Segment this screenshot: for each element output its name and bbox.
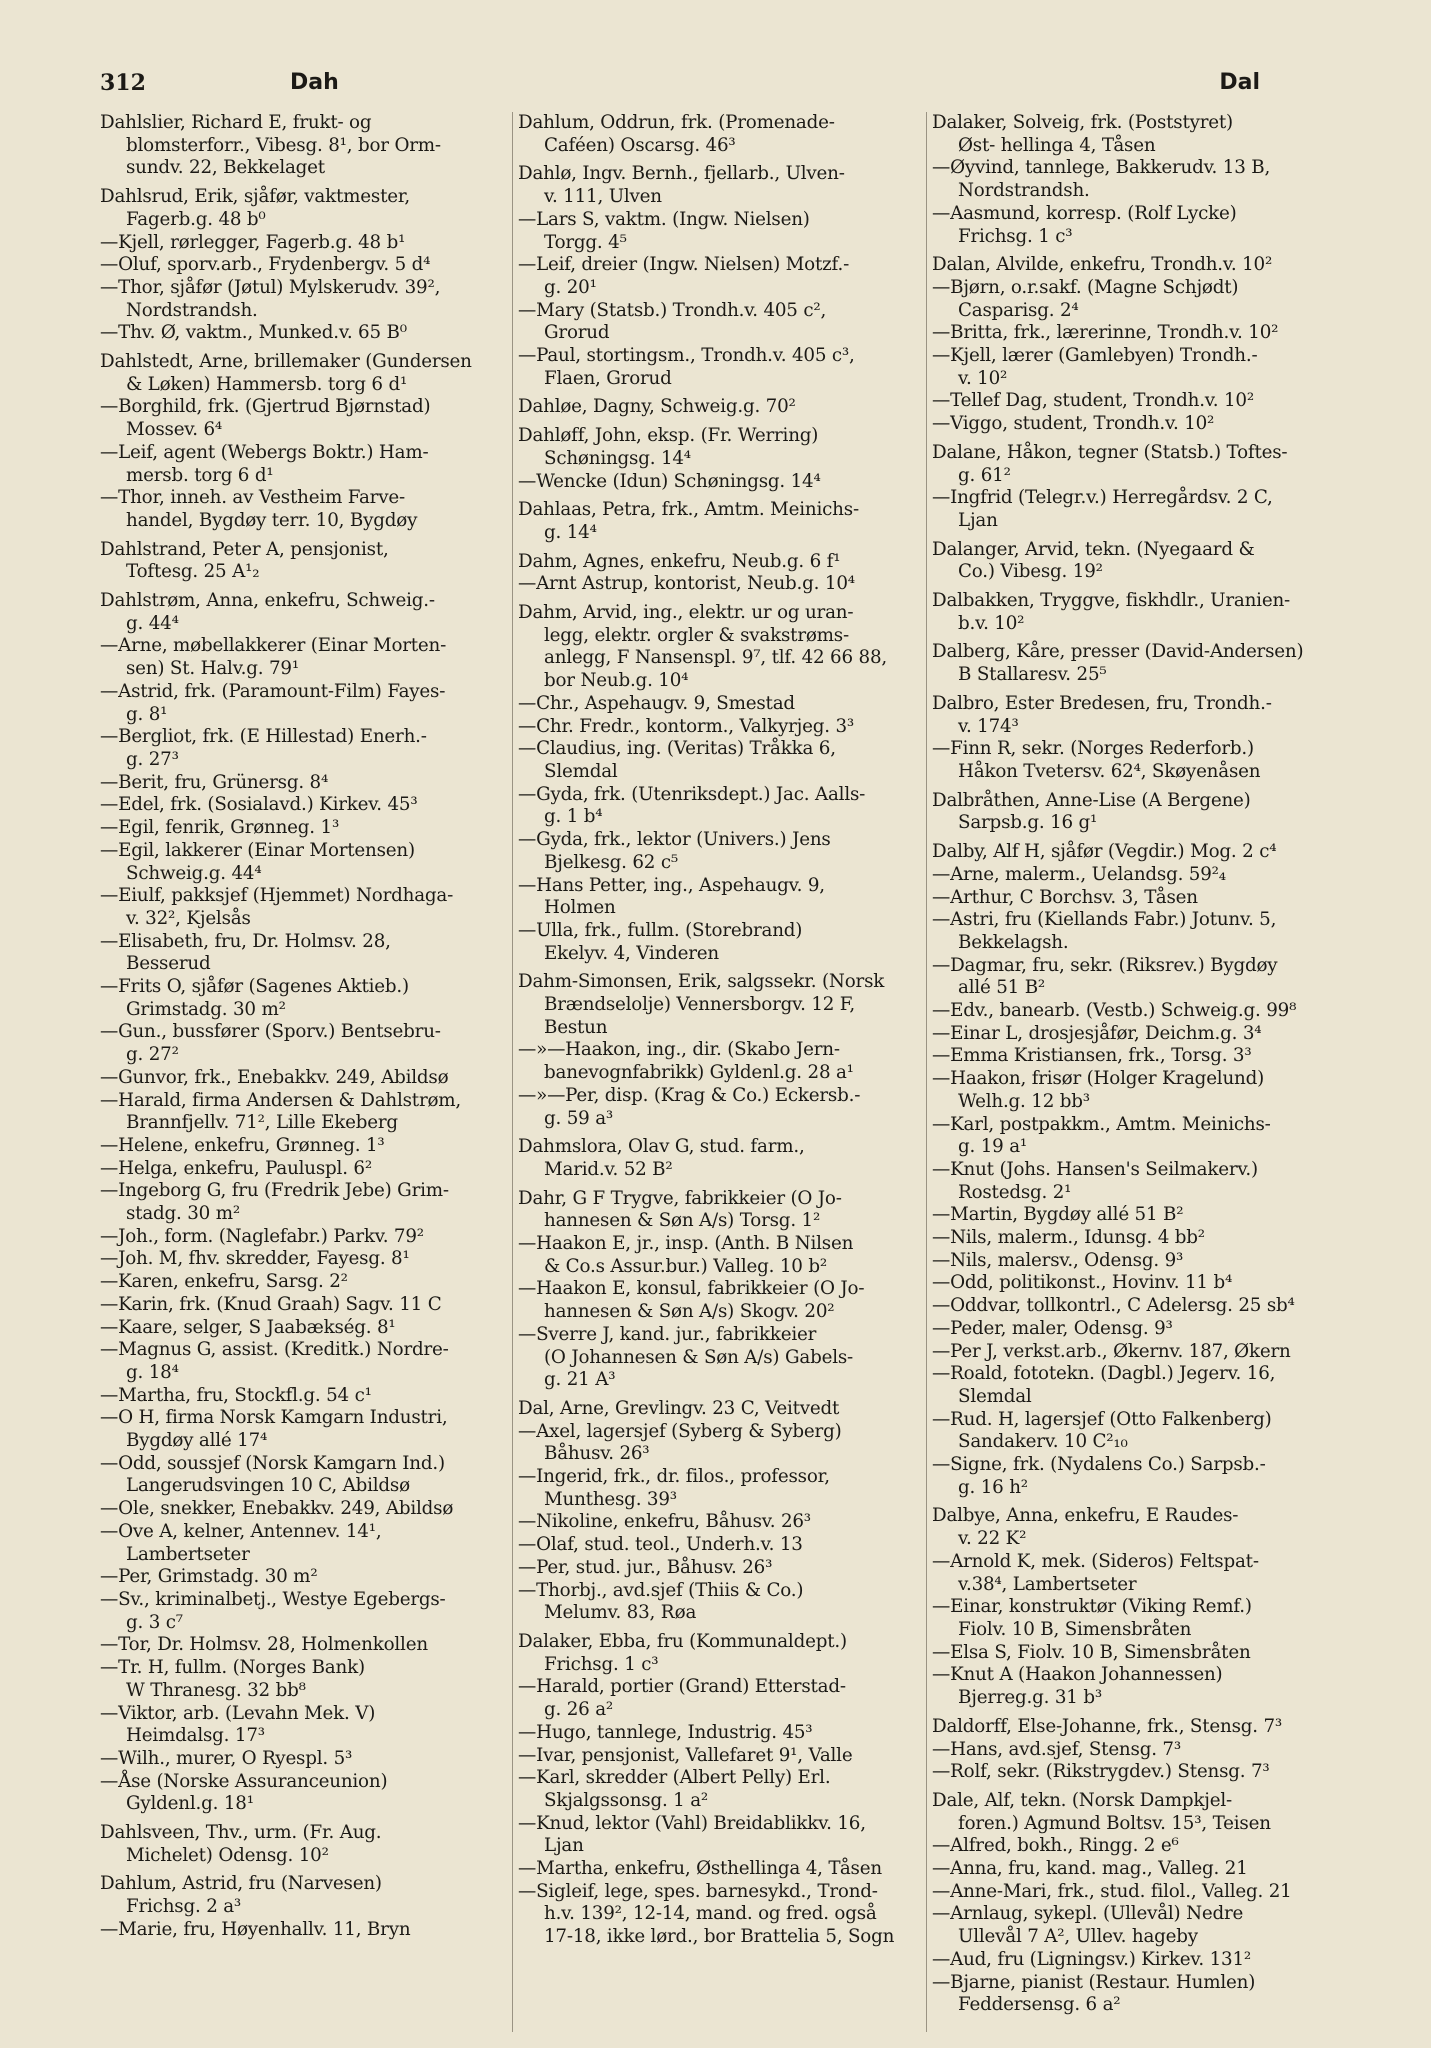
directory-entry: Dalbakken, Tryggve, fiskhdlr., Uranien- b.v. 10² (932, 590, 1291, 634)
directory-entry: Dalan, Alvilde, enkefru, Trondh.v. 10² (932, 254, 1273, 276)
directory-entry: —Øyvind, tannlege, Bakkerudv. 13 B, Nordstrandsh. (932, 157, 1271, 202)
directory-entry: —Rud. H, lagersjef (Otto Falkenberg) Sandakerv. 10 C²₁₀ (932, 1408, 1272, 1453)
directory-entry: —Karin, frk. (Knud Graah) Sagv. 11 C (100, 1293, 442, 1315)
directory-entry: —Einar L, drosjesjåfør, Deichm.g. 3⁴ (932, 1022, 1262, 1044)
directory-entry: —Viktor, arb. (Levahn Mek. V) Heimdalsg. 17³ (100, 1702, 376, 1747)
directory-entry: —Harald, portier (Grand) Etterstad- g. 26 a² (518, 1676, 846, 1721)
directory-entry: —Harald, firma Andersen & Dahlstrøm, Brannfjellv. 71², Lille Ekeberg (100, 1089, 462, 1134)
directory-entry: —Leif, agent (Webergs Boktr.) Ham- mersb. torg 6 d¹ (100, 441, 429, 486)
directory-entry: Dale, Alf, tekn. (Norsk Dampkjel- foren.) Agmund Boltsv. 15³, Teisen (932, 1789, 1271, 1834)
directory-entry: —Anna, fru, kand. mag., Valleg. 21 (932, 1858, 1248, 1880)
directory-entry: Dalanger, Arvid, tekn. (Nyegaard & Co.) Vibesg. 19² (932, 538, 1255, 583)
directory-entry: —Thor, inneh. av Vestheim Farve- handel, Bygdøy terr. 10, Bygdøy (100, 487, 418, 531)
directory-entry: —Martha, enkefru, Østhellinga 4, Tåsen (518, 1858, 882, 1880)
directory-entry: Dalbråthen, Anne-Lise (A Bergene) Sarpsb.g. 16 g¹ (932, 789, 1251, 834)
directory-entry: —Ove A, kelner, Antennev. 14¹, Lambertseter (100, 1520, 382, 1565)
directory-entry: Dahlum, Oddrun, frk. (Promenade- Caféen) Oscarsg. 46³ (518, 112, 835, 156)
directory-entry: —Joh. M, fhv. skredder, Fayesg. 8¹ (100, 1248, 410, 1270)
directory-entry: —Hans Petter, ing., Aspehaugv. 9, Holmen (518, 874, 825, 919)
directory-entry: —Martin, Bygdøy allé 51 B² (932, 1204, 1184, 1226)
directory-entry: —Per, Grimstadg. 30 m² (100, 1566, 318, 1588)
directory-entry: —Astri, fru (Kiellands Fabr.) Jotunv. 5, Bekkelagsh. (932, 909, 1277, 953)
directory-entry: Dahlø, Ingv. Bernh., fjellarb., Ulven- v. 111, Ulven (518, 163, 845, 208)
directory-entry: —Arnlaug, sykepl. (Ullevål) Nedre Ullevål 7 A², Ullev. hageby (932, 1903, 1244, 1948)
directory-entry: —Astrid, frk. (Paramount-Film) Fayes- g. 8¹ (100, 680, 446, 725)
directory-entry: —Chr. Fredr., kontorm., Valkyrjeg. 3³ (518, 715, 855, 737)
column-divider (926, 112, 927, 2032)
directory-entry: —Haakon E, jr., insp. (Anth. B Nilsen & Co.s Assur.bur.) Valleg. 10 b² (518, 1233, 854, 1277)
directory-entry: —Bergliot, frk. (E Hillestad) Enerh.- g. 27³ (100, 726, 427, 770)
directory-entry: —Nils, malersv., Odensg. 9³ (932, 1249, 1184, 1271)
directory-entry: —Roald, fototekn. (Dagbl.) Jegerv. 16, Slemdal (932, 1363, 1276, 1407)
directory-entry: —Haakon E, konsul, fabrikkeier (O Jo- hannesen & Søn A/s) Skogv. 20² (518, 1278, 865, 1323)
directory-entry: Dahlsrud, Erik, sjåfør, vaktmester, Fagerb.g. 48 b⁰ (100, 186, 410, 230)
directory-entry: —Thorbj., avd.sjef (Thiis & Co.) Melumv. 83, Røa (518, 1579, 804, 1624)
running-head-right: Dal (1219, 70, 1260, 95)
directory-entry: —Bjarne, pianist (Restaur. Humlen) Feddersensg. 6 a² (932, 1971, 1256, 2016)
directory-entry: —Knut (Johs. Hansen's Seilmakerv.) Rostedsg. 2¹ (932, 1158, 1258, 1203)
directory-entry: —Åse (Norske Assuranceunion) Gyldenl.g. 18¹ (100, 1770, 388, 1815)
directory-entry: —Oluf, sporv.arb., Frydenbergv. 5 d⁴ (100, 254, 431, 276)
directory-entry: —Thor, sjåfør (Jøtul) Mylskerudv. 39², Nordstrandsh. (100, 276, 441, 321)
directory-entry: —Knut A (Haakon Johannessen) Bjerreg.g. 31 b³ (932, 1664, 1223, 1709)
directory-entry: —Edv., banearb. (Vestb.) Schweig.g. 99⁸ (932, 1000, 1297, 1022)
directory-entry: Dahm, Arvid, ing., elektr. ur og uran- legg, elektr. orgler & svakstrøms- anlegg, F Nansenspl. 9⁷, tlf. 42 66 88, bor Neub.g. 10⁴ (518, 602, 887, 692)
directory-entry: —Chr., Aspehaugv. 9, Smestad (518, 692, 795, 714)
directory-entry: —Edel, frk. (Sosialavd.) Kirkev. 45³ (100, 794, 418, 816)
directory-entry: —Elsa S, Fiolv. 10 B, Simensbråten (932, 1641, 1251, 1663)
directory-entry: —Tellef Dag, student, Trondh.v. 10² (932, 390, 1254, 412)
directory-entry: —Wencke (Idun) Schøningsg. 14⁴ (518, 470, 821, 492)
directory-entry: Dahlsveen, Thv., urm. (Fr. Aug. Michelet) Odensg. 10² (100, 1822, 382, 1866)
directory-entry: Dahlum, Astrid, fru (Narvesen) Frichsg. 2 a³ (100, 1873, 382, 1918)
directory-entry: —Per J, verkst.arb., Økernv. 187, Økern (932, 1340, 1291, 1362)
directory-entry: Dahlslier, Richard E, frukt- og blomsterforr., Vibesg. 8¹, bor Orm- sundv. 22, Bekkelaget (100, 112, 441, 179)
column-2 (518, 112, 928, 1949)
directory-entry: —Gyda, frk., lektor (Univers.) Jens Bjelkesg. 62 c⁵ (518, 829, 831, 873)
directory-entry: Dalane, Håkon, tegner (Statsb.) Toftes- g. 61² (932, 441, 1288, 486)
directory-entry: —Bjørn, o.r.sakf. (Magne Schjødt) Casparisg. 2⁴ (932, 276, 1239, 321)
page-header (100, 70, 1360, 100)
directory-entry: Dahlstrøm, Anna, enkefru, Schweig.- g. 44⁴ (100, 590, 435, 634)
directory-entry: —»—Per, disp. (Krag & Co.) Eckersb.- g. 59 a³ (518, 1084, 861, 1129)
directory-entry: —Thv. Ø, vaktm., Munked.v. 65 B⁰ (100, 322, 407, 344)
directory-entry: —Arne, malerm., Uelandsg. 59²₄ (932, 863, 1226, 885)
directory-entry: —Hugo, tannlege, Industrig. 45³ (518, 1721, 813, 1743)
directory-entry: Dahløe, Dagny, Schweig.g. 70² (518, 396, 796, 418)
directory-entry: —Britta, frk., lærerinne, Trondh.v. 10² (932, 322, 1279, 344)
column-3 (932, 112, 1360, 2017)
directory-entry: —Emma Kristiansen, frk., Torsg. 3³ (932, 1045, 1252, 1067)
directory-entry: —Mary (Statsb.) Trondh.v. 405 c², Grorud (518, 299, 827, 344)
directory-entry: —Axel, lagersjef (Syberg & Syberg) Båhusv. 26³ (518, 1420, 842, 1465)
directory-entry: —Rolf, sekr. (Rikstrygdev.) Stensg. 7³ (932, 1761, 1270, 1783)
directory-entry: Dahmslora, Olav G, stud. farm., Marid.v. 52 B² (518, 1136, 805, 1180)
directory-entry: —Tor, Dr. Holmsv. 28, Holmenkollen (100, 1634, 428, 1656)
directory-entry: —Eiulf, pakksjef (Hjemmet) Nordhaga- v. 32², Kjelsås (100, 885, 454, 929)
column-1 (100, 112, 510, 1942)
directory-entry: —Ulla, frk., fullm. (Storebrand) Ekelyv. 4, Vinderen (518, 919, 803, 964)
directory-entry: —Borghild, frk. (Gjertrud Bjørnstad) Mossev. 6⁴ (100, 396, 431, 441)
directory-entry: —Lars S, vaktm. (Ingw. Nielsen) Torgg. 4⁵ (518, 208, 810, 253)
directory-entry: Dahlaas, Petra, frk., Amtm. Meinichs- g. 14⁴ (518, 499, 859, 543)
directory-entry: Dahløff, John, eksp. (Fr. Werring) Schøningsg. 14⁴ (518, 425, 819, 469)
directory-entry: —Helga, enkefru, Pauluspl. 6² (100, 1157, 372, 1179)
directory-entry: —Magnus G, assist. (Kreditk.) Nordre- g. 18⁴ (100, 1339, 449, 1383)
directory-entry: —Viggo, student, Trondh.v. 10² (932, 413, 1215, 435)
directory-entry: Dahm-Simonsen, Erik, salgssekr. (Norsk Brændselolje) Vennersborgv. 12 F, Bestun (518, 971, 885, 1038)
directory-entry: —Dagmar, fru, sekr. (Riksrev.) Bygdøy allé 51 B² (932, 954, 1278, 999)
directory-entry: —Kjell, lærer (Gamlebyen) Trondh.- v. 10² (932, 345, 1258, 389)
directory-entry: —Elisabeth, fru, Dr. Holmsv. 28, Besserud (100, 930, 391, 975)
directory-entry: —Sigleif, lege, spes. barnesykd., Trond- h.v. 139², 12-14, mand. og fred. også 17-18, ikke lørd., bor Brattelia 5, Sogn (518, 1880, 895, 1948)
directory-entry: Dahlstrand, Peter A, pensjonist, Toftesg. 25 A¹₂ (100, 538, 389, 583)
directory-entry: —Egil, lakkerer (Einar Mortensen) Schweig.g. 44⁴ (100, 839, 415, 884)
column-divider (512, 112, 513, 2032)
directory-entry: —Tr. H, fullm. (Norges Bank) W Thranesg. 32 bb⁸ (100, 1657, 365, 1701)
directory-columns (100, 112, 1362, 2032)
directory-entry: —Haakon, frisør (Holger Kragelund) Welh.g. 12 bb³ (932, 1068, 1265, 1112)
directory-entry: —Per, stud. jur., Båhusv. 26³ (518, 1556, 773, 1578)
directory-entry: —Kaare, selger, S Jaabækség. 8¹ (100, 1316, 396, 1338)
directory-entry: —Martha, fru, Stockfl.g. 54 c¹ (100, 1384, 372, 1406)
directory-entry: —Alfred, bokh., Ringg. 2 e⁶ (932, 1835, 1179, 1857)
directory-entry: Dalaker, Ebba, fru (Kommunaldept.) Frichsg. 1 c³ (518, 1631, 847, 1675)
directory-entry: Daldorff, Else-Johanne, frk., Stensg. 7³ (932, 1715, 1283, 1737)
directory-entry: —Karen, enkefru, Sarsg. 2² (100, 1271, 348, 1293)
directory-entry: —Signe, frk. (Nydalens Co.) Sarpsb.- g. 16 h² (932, 1454, 1266, 1498)
directory-entry: Dalbro, Ester Bredesen, fru, Trondh.- v. 174³ (932, 692, 1272, 737)
directory-entry: —Odd, politikonst., Hovinv. 11 b⁴ (932, 1272, 1233, 1294)
directory-entry: —Ingeborg G, fru (Fredrik Jebe) Grim- stadg. 30 m² (100, 1180, 449, 1225)
directory-entry: Dal, Arne, Grevlingv. 23 C, Veitvedt (518, 1397, 840, 1419)
directory-entry: —Olaf, stud. teol., Underh.v. 13 (518, 1534, 803, 1556)
directory-entry: Dahlstedt, Arne, brillemaker (Gundersen & Løken) Hammersb. torg 6 d¹ (100, 351, 472, 395)
directory-entry: —Leif, dreier (Ingw. Nielsen) Motzf.- g. 20¹ (518, 254, 850, 298)
directory-entry: —Knud, lektor (Vahl) Breidablikkv. 16, Ljan (518, 1812, 866, 1857)
directory-entry: —Paul, stortingsm., Trondh.v. 405 c³, Flaen, Grorud (518, 345, 855, 389)
directory-entry: —Finn R, sekr. (Norges Rederforb.) Håkon Tvetersv. 62⁴, Skøyenåsen (932, 738, 1261, 782)
directory-entry: —Kjell, rørlegger, Fagerb.g. 48 b¹ (100, 231, 406, 253)
directory-entry: —Sverre J, kand. jur., fabrikkeier (O Johannesen & Søn A/s) Gabels- g. 21 A³ (518, 1323, 854, 1391)
directory-entry: —Oddvar, tollkontrl., C Adelersg. 25 sb⁴ (932, 1295, 1295, 1317)
directory-entry: —Arnt Astrup, kontorist, Neub.g. 10⁴ (518, 573, 855, 595)
directory-entry: Dahm, Agnes, enkefru, Neub.g. 6 f¹ (518, 550, 841, 572)
directory-entry: —Claudius, ing. (Veritas) Tråkka 6, Slemdal (518, 738, 836, 782)
running-head-left: Dah (290, 70, 339, 95)
directory-entry: —»—Haakon, ing., dir. (Skabo Jern- banevognfabrikk) Gyldenl.g. 28 a¹ (518, 1039, 854, 1084)
directory-entry: —Marie, fru, Høyenhallv. 11, Bryn (100, 1918, 411, 1940)
directory-entry: Dalberg, Kåre, presser (David-Andersen) B Stallaresv. 25⁵ (932, 641, 1304, 686)
directory-entry: —Ivar, pensjonist, Vallefaret 9¹, Valle (518, 1744, 853, 1766)
directory-entry: —Wilh., murer, O Ryespl. 5³ (100, 1747, 353, 1769)
directory-entry: —Karl, postpakkm., Amtm. Meinichs- g. 19 a¹ (932, 1113, 1271, 1158)
directory-entry: —Aud, fru (Ligningsv.) Kirkev. 131² (932, 1948, 1252, 1970)
directory-entry: —Sv., kriminalbetj., Westye Egebergs- g. 3 c⁷ (100, 1589, 446, 1633)
directory-entry: —Nils, malerm., Idunsg. 4 bb² (932, 1227, 1205, 1249)
directory-entry: —Einar, konstruktør (Viking Remf.) Fiolv. 10 B, Simensbråten (932, 1596, 1252, 1640)
directory-entry: Dahr, G F Trygve, fabrikkeier (O Jo- hannesen & Søn A/s) Torsg. 1² (518, 1187, 842, 1232)
directory-entry: —Egil, fenrik, Grønneg. 1³ (100, 817, 340, 839)
directory-entry: —Hans, avd.sjef, Stensg. 7³ (932, 1738, 1181, 1760)
directory-entry: —Ole, snekker, Enebakkv. 249, Abildsø (100, 1498, 454, 1520)
directory-entry: —Karl, skredder (Albert Pelly) Erl. Skjalgssonsg. 1 a² (518, 1767, 831, 1811)
directory-entry: —Ingerid, frk., dr. filos., professor, Munthesg. 39³ (518, 1466, 830, 1510)
directory-entry: —Berit, fru, Grünersg. 8⁴ (100, 771, 329, 793)
directory-entry: —Frits O, sjåfør (Sagenes Aktieb.) Grimstadg. 30 m² (100, 976, 409, 1020)
directory-entry: —Nikoline, enkefru, Båhusv. 26³ (518, 1511, 811, 1533)
directory-entry: —Anne-Mari, frk., stud. filol., Valleg. 21 (932, 1880, 1292, 1902)
directory-entry: —Aasmund, korresp. (Rolf Lycke) Frichsg. 1 c³ (932, 202, 1237, 247)
directory-entry: —Helene, enkefru, Grønneg. 1³ (100, 1134, 385, 1156)
directory-entry: —Gunvor, frk., Enebakkv. 249, Abildsø (100, 1066, 449, 1088)
directory-entry: —Arne, møbellakkerer (Einar Morten- sen) St. Halv.g. 79¹ (100, 635, 447, 680)
directory-entry: —Arnold K, mek. (Sideros) Feltspat- v.38⁴, Lambertseter (932, 1550, 1259, 1595)
directory-entry: —Odd, soussjef (Norsk Kamgarn Ind.) Langerudsvingen 10 C, Abildsø (100, 1452, 445, 1497)
directory-entry: Dalby, Alf H, sjåfør (Vegdir.) Mog. 2 c⁴ (932, 841, 1277, 863)
directory-entry: —Peder, maler, Odensg. 9³ (932, 1317, 1173, 1339)
directory-entry: —Gyda, frk. (Utenriksdept.) Jac. Aalls- g. 1 b⁴ (518, 783, 866, 828)
directory-entry: Dalaker, Solveig, frk. (Poststyret) Øst- hellinga 4, Tåsen (932, 112, 1233, 156)
directory-entry: Dalbye, Anna, enkefru, E Raudes- v. 22 K² (932, 1505, 1239, 1550)
directory-entry: —Gun., bussfører (Sporv.) Bentsebru- g. 27² (100, 1021, 441, 1066)
directory-entry: —Ingfrid (Telegr.v.) Herregårdsv. 2 C, Ljan (932, 487, 1273, 531)
page-number: 312 (100, 70, 146, 96)
directory-entry: —O H, firma Norsk Kamgarn Industri, Bygdøy allé 17⁴ (100, 1407, 448, 1452)
directory-entry: —Joh., form. (Naglefabr.) Parkv. 79² (100, 1225, 424, 1247)
directory-entry: —Arthur, C Borchsv. 3, Tåsen (932, 886, 1198, 908)
